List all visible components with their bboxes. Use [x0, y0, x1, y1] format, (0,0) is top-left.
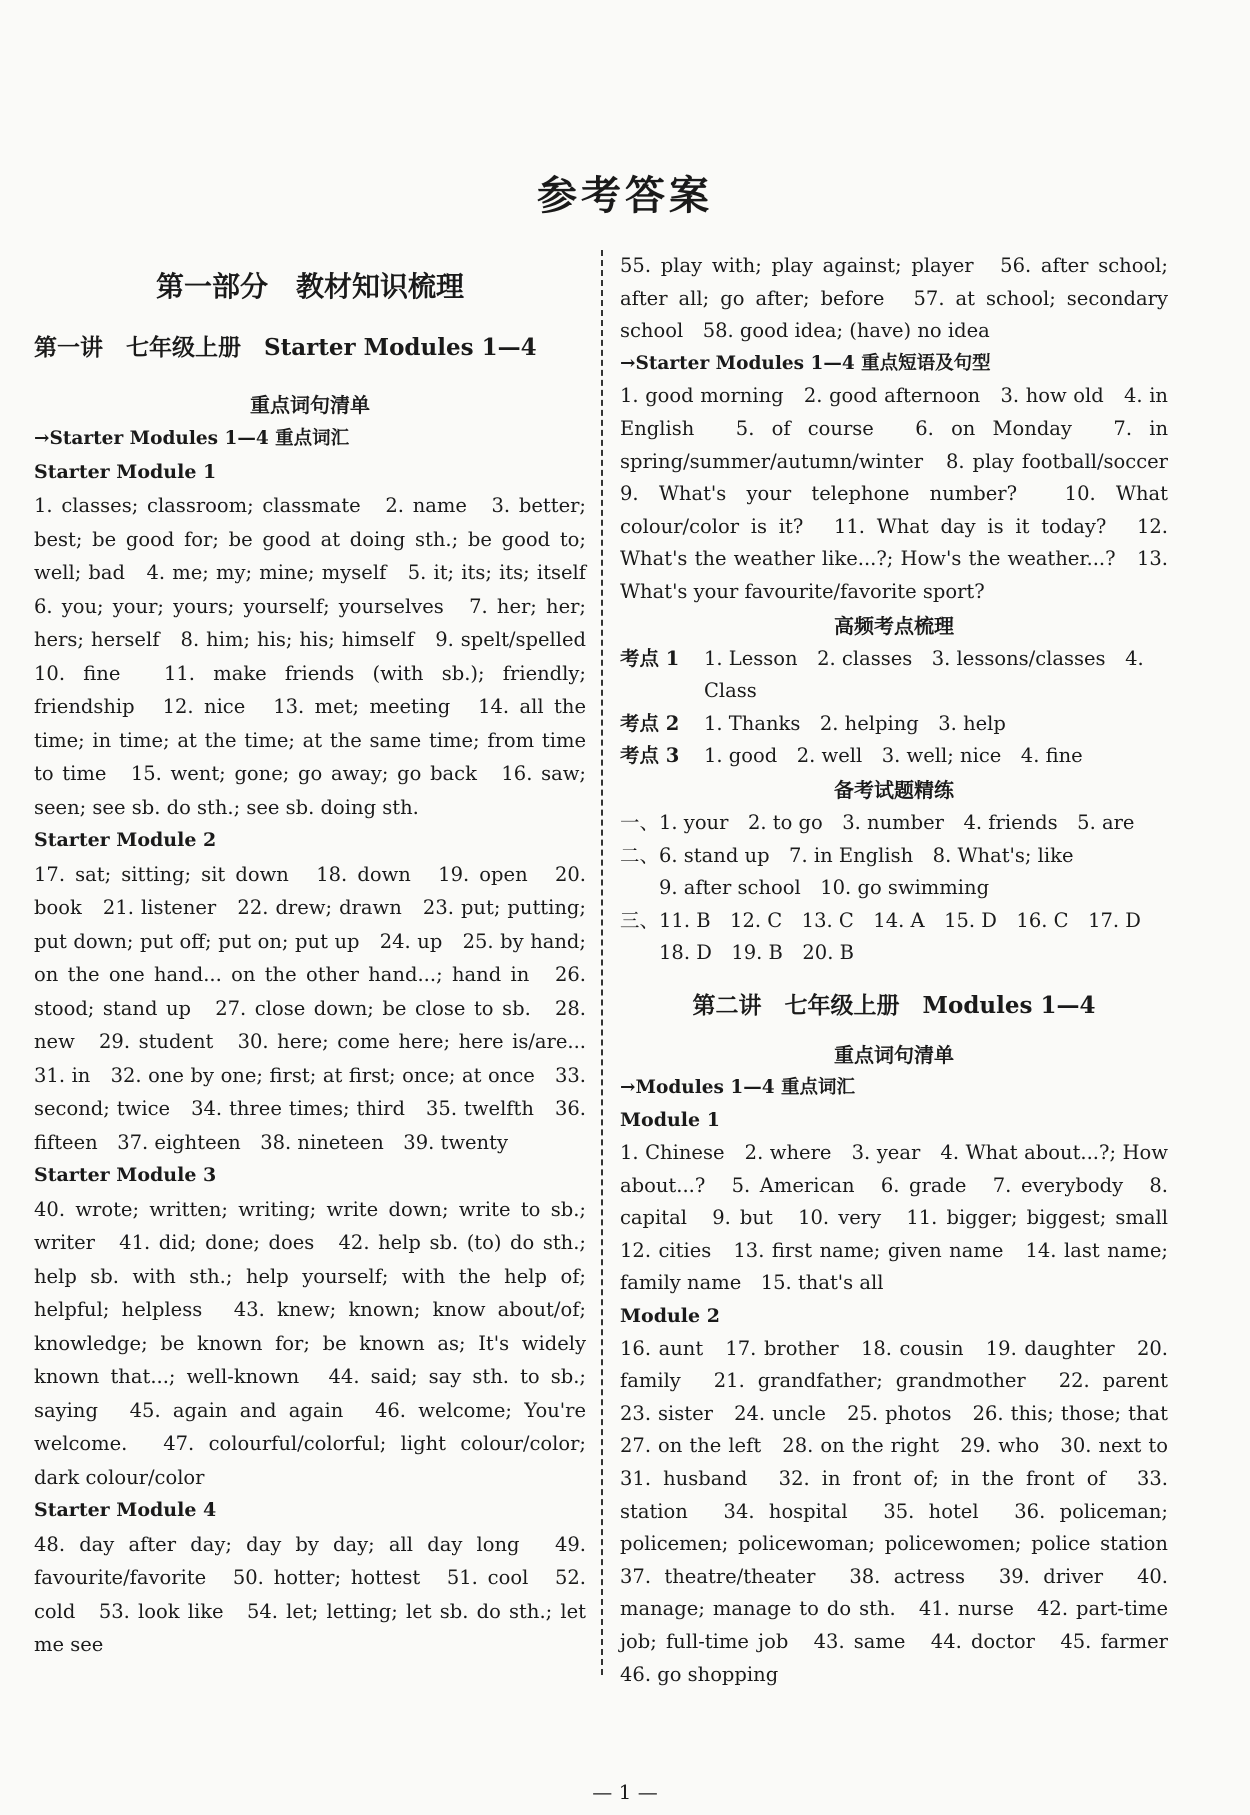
kaodian-answers: 1. good 2. well 3. well; nice 4. fine [704, 744, 1083, 768]
kaodian-row [620, 740, 1168, 773]
exercise-line: 9. after school 10. go swimming [620, 876, 990, 900]
answer-paragraph: 55. play with; play against; player 56. after school; after all; go after; before 57. at school; secondary school 58. good idea; (have) no idea [620, 254, 1168, 343]
kaodian-row [620, 643, 1168, 708]
phrases-subheading: →Starter Modules 1—4 重点短语及句型 [620, 352, 991, 374]
answer-paragraph: 1. Chinese 2. where 3. year 4. What about...?; How about...? 5. American 6. grade 7. everybody 8. capital 9. but 10. very 11. bigger; biggest; small 12. cities 13. first name; given name 14. last name; family name 15. that's all [620, 1141, 1188, 1295]
vocab-subheading: →Starter Modules 1—4 重点词汇 [34, 428, 350, 449]
answer-paragraph: 48. day after day; day by day; all day long 49. favourite/favorite 50. hotter; hottest 51. cool 52. cold 53. look like 54. let; letting; let sb. do sth.; let me see [34, 1532, 586, 1656]
kaodian-label: 考点 2 [620, 711, 680, 735]
kaodian-label: 考点 3 [620, 744, 680, 768]
exercise-heading: 备考试题精练 [834, 777, 954, 802]
kaodian-heading: 高频考点梳理 [834, 613, 954, 638]
exercise-line: 三、11. B 12. C 13. C 14. A 15. D 16. C 17. D [620, 908, 1141, 932]
section-heading: 重点词句清单 [250, 393, 370, 417]
module-title: Starter Module 3 [34, 1164, 217, 1186]
answer-paragraph: 17. sat; sitting; sit down 18. down 19. open 20. book 21. listener 22. drew; drawn 23. put; putting; put down; put off; put on; put up 24. up 25. by hand; on the one hand... on the other hand...; hand in 26. stood; stand up 27. close down; be close to sb. 28. new 29. student 30. here; come here; here is/are... 31. in 32. one by one; first; at first; once; at once 33. second; twice 34. three times; third 35. twelfth 36. fifteen 37. eighteen 38. nineteen 39. twenty [34, 862, 606, 1154]
answer-paragraph: 40. wrote; written; writing; write down; write to sb.; writer 41. did; done; does 42. help sb. (to) do sth.; help sb. with sth.; help yourself; with the help of; helpful; helpless 43. knew; known; know about/of; knowledge; be known for; be known as; It's widely known that...; well-known 44. said; say sth. to sb.; saying 45. again and again 46. welcome; You're welcome. 47. colourful/colorful; light colour/color; dark colour/color [34, 1197, 586, 1489]
lecture-1-heading: 第一讲 七年级上册 Starter Modules 1—4 [34, 334, 537, 361]
exercise-line: 一、1. your 2. to go 3. number 4. friends 5. are [620, 810, 1135, 834]
exercise-line: 二、6. stand up 7. in English 8. What's; like [620, 843, 1074, 867]
page-number: — 1 — [592, 1780, 658, 1804]
answer-paragraph: 1. good morning 2. good afternoon 3. how old 4. in English 5. of course 6. on Monday 7. in spring/summer/autumn/winter 8. play football/soccer 9. What's your telephone number? 10. What colour/color is it? 11. What day is it today? 12. What's the weather like...?; How's the weather...? 13. What's your favourite/favorite sport? [620, 384, 1188, 603]
lecture-2-heading: 第二讲 七年级上册 Modules 1—4 [692, 991, 1096, 1019]
kaodian-label: 考点 1 [620, 646, 680, 670]
exercise-line: 18. D 19. B 20. B [620, 941, 854, 965]
kaodian-row [620, 708, 1168, 741]
kaodian-answers: 1. Thanks 2. helping 3. help [704, 711, 1006, 735]
module-title: Starter Module 4 [34, 1499, 217, 1521]
page-title: 参考答案 [537, 172, 713, 219]
right-column [620, 250, 1188, 1691]
section-heading: 重点词句清单 [834, 1042, 954, 1067]
answer-paragraph: 16. aunt 17. brother 18. cousin 19. daughter 20. family 21. grandfather; grandmother 22. parent 23. sister 24. uncle 25. photos 26. this; those; that 27. on the left 28. on the right 29. who 30. next to 31. husband 32. in front of; in the front of 33. station 34. hospital 35. hotel 36. policeman; policemen; policewoman; policewomen; police station 37. theatre/theater 38. actress 39. driver 40. manage; manage to do sth. 41. nurse 42. part-time job; full-time job 43. same 44. doctor 45. farmer 46. go shopping [620, 1336, 1188, 1686]
module-title: Starter Module 2 [34, 829, 217, 851]
vocab-subheading: →Modules 1—4 重点词汇 [620, 1076, 856, 1098]
answer-paragraph: 1. classes; classroom; classmate 2. name 3. better; best; be good for; be good at doing sth.; be good to; well; bad 4. me; my; mine; myself 5. it; its; its; itself 6. you; your; yours; yourself; yourselves 7. her; her; hers; herself 8. him; his; his; himself 9. spelt/spelled 10. fine 11. make friends (with sb.); friendly; friendship 12. nice 13. met; meeting 14. all the time; in time; at the time; at the same time; from time to time 15. went; gone; go away; go back 16. saw; seen; see sb. do sth.; see sb. doing sth. [34, 494, 606, 819]
module-title: Module 1 [620, 1109, 720, 1132]
kaodian-answers: 1. Lesson 2. classes 3. lessons/classes 4. Class [704, 646, 1144, 703]
module-title: Starter Module 1 [34, 460, 217, 483]
left-column [34, 248, 606, 1662]
column-divider [601, 250, 603, 1675]
module-title: Module 2 [620, 1305, 720, 1328]
part-heading: 第一部分 教材知识梳理 [155, 270, 464, 303]
